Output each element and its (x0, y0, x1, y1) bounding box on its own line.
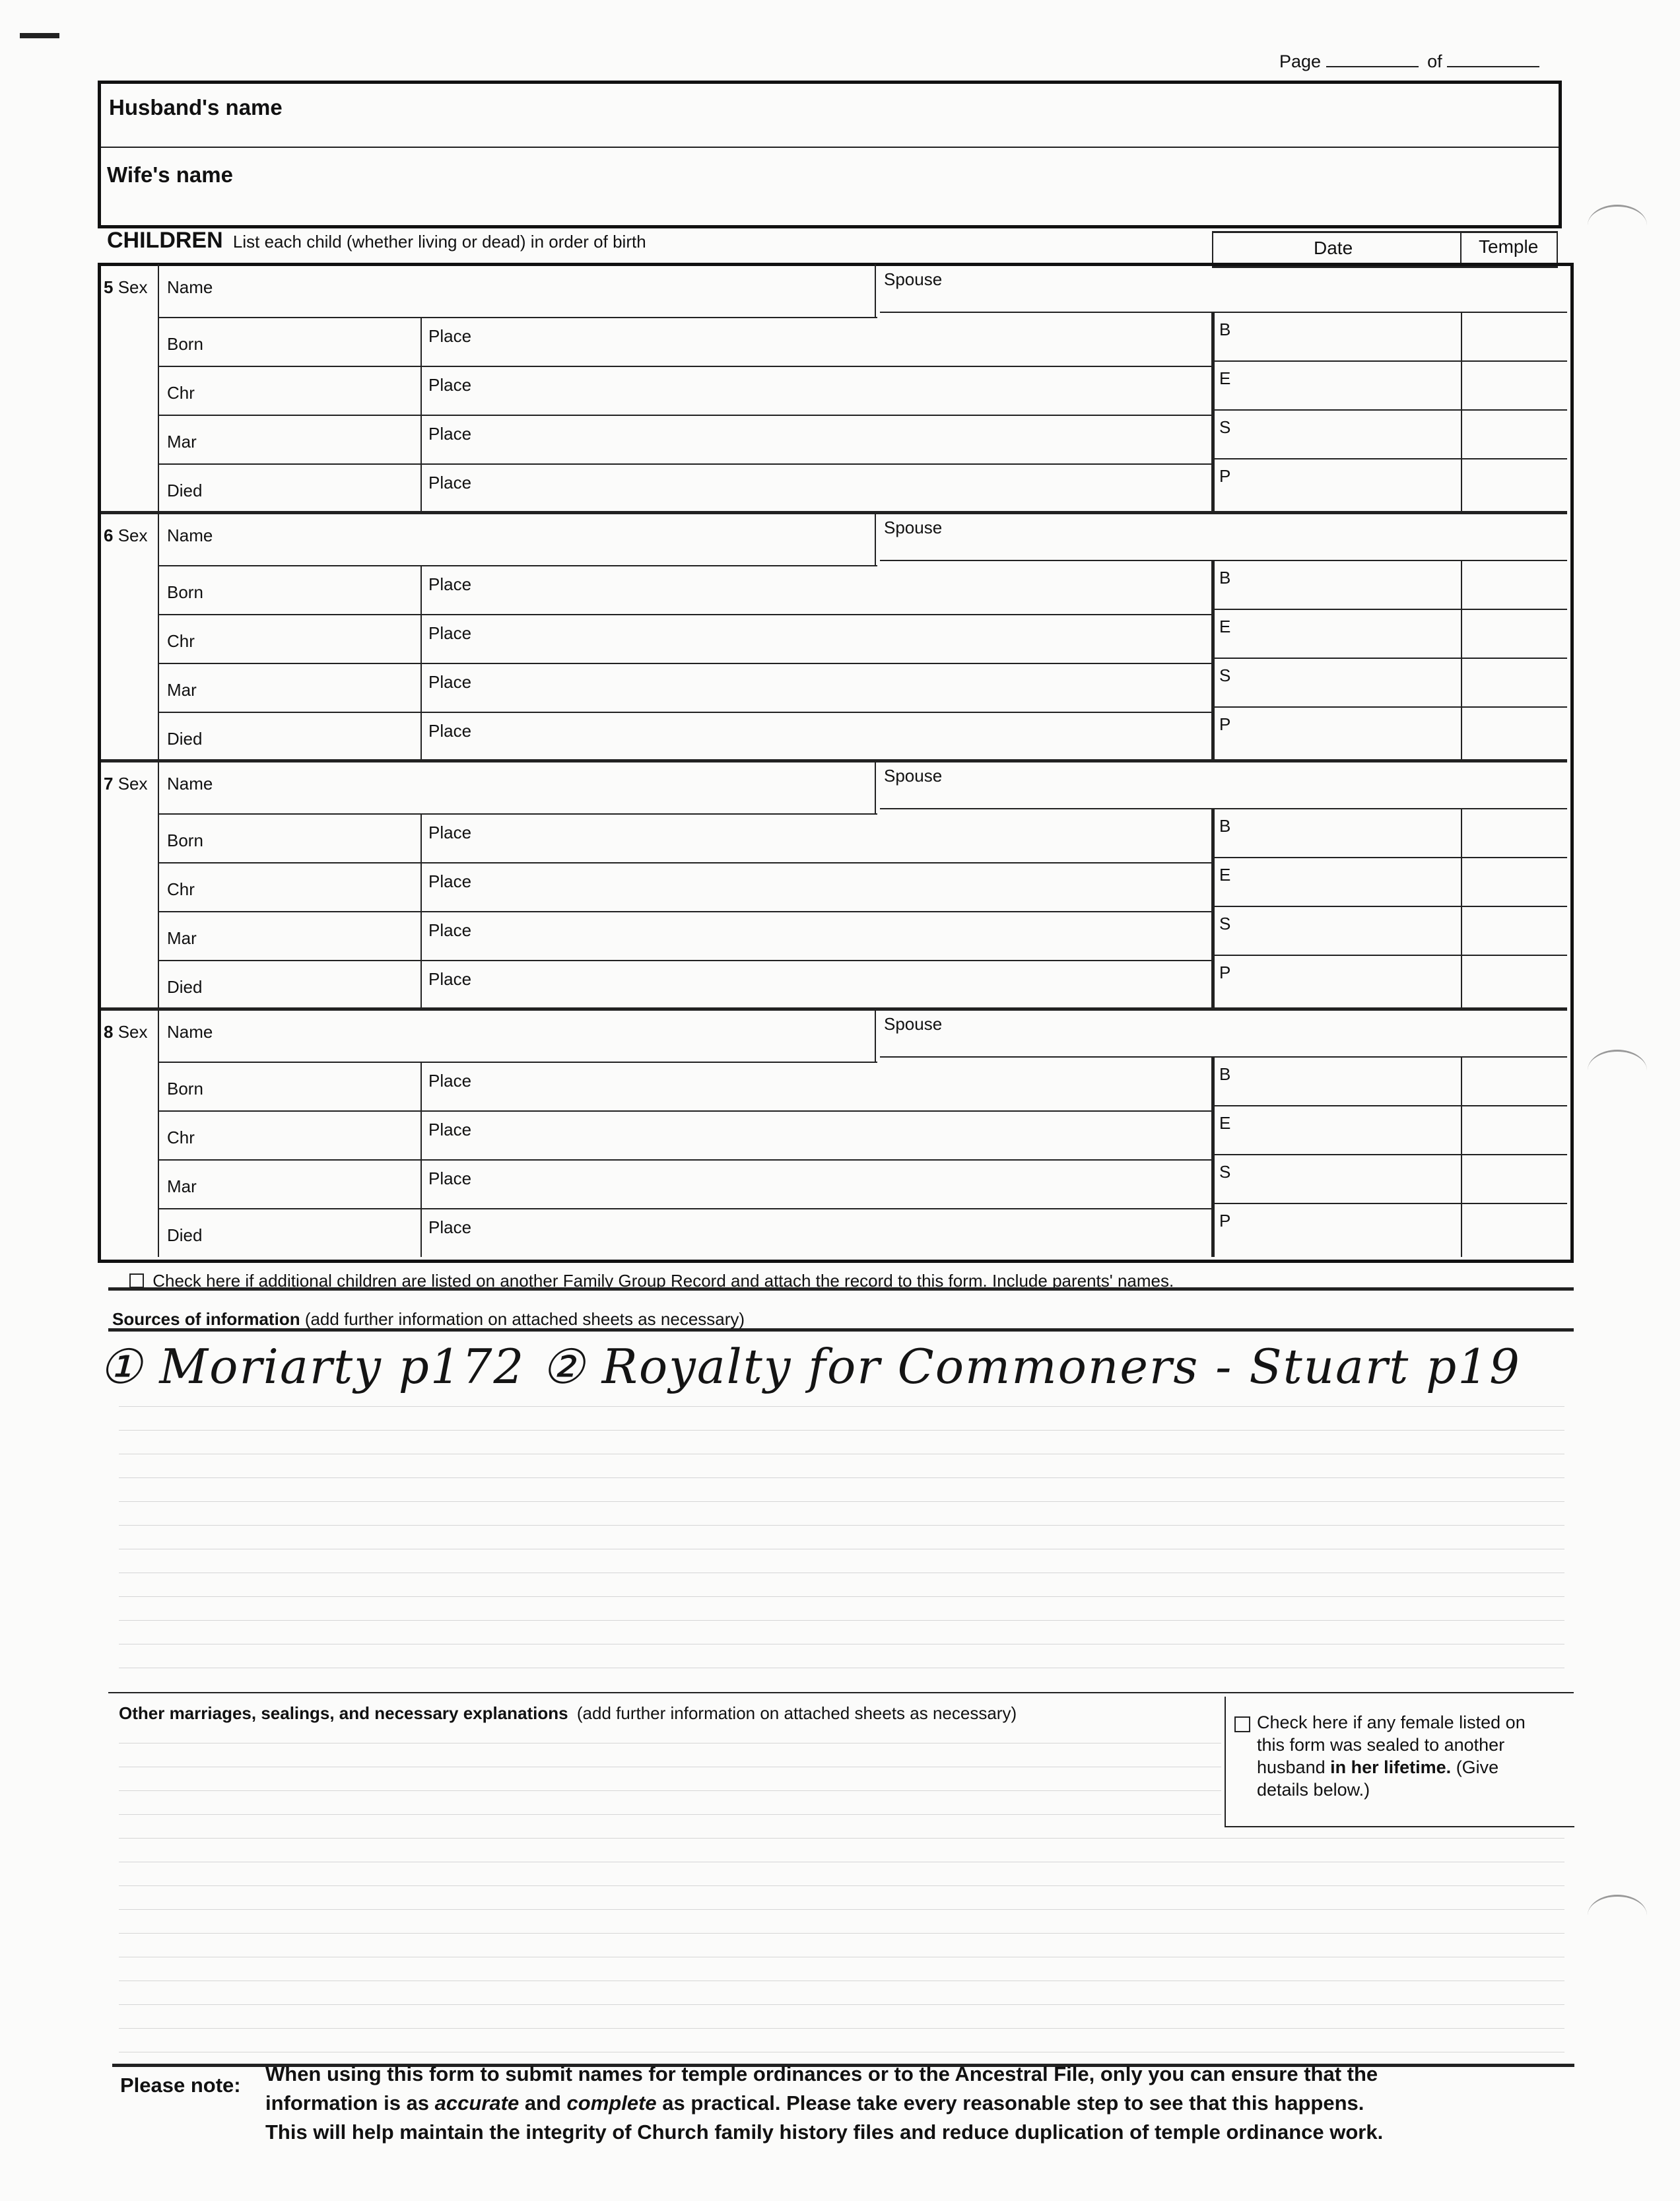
binder-hole-top (1588, 205, 1647, 246)
event-row-line (158, 1208, 1211, 1209)
child-8-ordinance-s-temple-field[interactable] (1467, 1161, 1560, 1202)
child-5-died-label: Died (167, 481, 203, 500)
child-6-ordinance-s-date-field[interactable] (1243, 664, 1454, 705)
sealed-checkbox[interactable] (1234, 1716, 1250, 1732)
event-row-line (158, 415, 1211, 416)
child-7-died-label: Died (167, 977, 203, 997)
child-6-ordinance-e-date-field[interactable] (1243, 615, 1454, 656)
child-5-ordinance-p-label: P (1219, 466, 1231, 486)
child-7-chr-place-label: Place (428, 871, 472, 891)
child-8-ordinance-e-temple-field[interactable] (1467, 1112, 1560, 1153)
child-7-spouse-label: Spouse (884, 766, 943, 786)
child-8-born-date-field[interactable] (246, 1064, 411, 1108)
spouse-row-line (880, 808, 1567, 809)
sources-ruled-line (119, 1430, 1564, 1431)
husband-name-field[interactable] (277, 86, 1545, 144)
child-5-ordinance-s-date-field[interactable] (1243, 416, 1454, 457)
other-marriages-ruled-line (119, 2004, 1564, 2005)
child-6-ordinance-b-label: B (1219, 568, 1231, 588)
spouse-divider (875, 761, 876, 815)
child-7-chr-place-field[interactable] (497, 865, 1203, 908)
wife-name-field[interactable] (264, 151, 1545, 217)
date-column-header: Date (1314, 238, 1353, 258)
child-7-died-date-field[interactable] (246, 963, 411, 1006)
event-row-line (158, 1110, 1211, 1112)
child-7-born-label: Born (167, 830, 203, 850)
child-5-born-place-field[interactable] (497, 320, 1203, 363)
child-8-ordinance-p-label: P (1219, 1211, 1231, 1231)
child-6-name-label: Name (167, 525, 213, 545)
other-marriages-ruled-line (119, 1814, 1221, 1815)
event-row-line (158, 712, 1211, 713)
child-5-born-date-field[interactable] (246, 320, 411, 363)
child-5-ordinance-b-temple-field[interactable] (1467, 318, 1560, 359)
child-8-died-place-label: Place (428, 1217, 472, 1237)
child-block-separator (101, 759, 1567, 762)
child-5-chr-date-field[interactable] (246, 368, 411, 412)
sources-label: Sources of information (112, 1309, 300, 1329)
sources-header (112, 1309, 745, 1330)
child-5-mar-place-field[interactable] (497, 417, 1203, 461)
temple-divider (1461, 808, 1462, 1009)
child-6-chr-place-field[interactable] (497, 617, 1203, 660)
date-row-line (1211, 1105, 1567, 1106)
child-6-born-place-label: Place (428, 574, 472, 594)
child-5-chr-place-label: Place (428, 375, 472, 395)
child-6-mar-date-field[interactable] (246, 665, 411, 709)
sources-handwritten[interactable]: ① Moriarty p172 ② Royalty for Commoners - Stuart p19 (99, 1339, 1521, 1394)
child-8-ordinance-e-label: E (1219, 1113, 1231, 1133)
sources-ruled-line (119, 1406, 1564, 1407)
child-block-separator (101, 1007, 1567, 1011)
sealed-check-text (1257, 1711, 1534, 1801)
child-8-mar-place-label: Place (428, 1168, 472, 1188)
child-6-ordinance-e-temple-field[interactable] (1467, 615, 1560, 656)
child-6-mar-place-field[interactable] (497, 665, 1203, 709)
child-7-died-place-field[interactable] (497, 963, 1203, 1006)
child-8-name-field[interactable] (233, 1013, 867, 1059)
child-8-ordinance-p-date-field[interactable] (1243, 1209, 1454, 1250)
date-row-line (1211, 458, 1567, 459)
child-6-died-place-field[interactable] (497, 714, 1203, 758)
child-7-ordinance-s-date-field[interactable] (1243, 912, 1454, 953)
child-5-mar-date-field[interactable] (246, 417, 411, 461)
child-8-ordinance-p-temple-field[interactable] (1467, 1209, 1560, 1250)
child-6-spouse-field[interactable] (972, 516, 1553, 560)
event-row-line (158, 911, 1211, 912)
child-5-spouse-label: Spouse (884, 269, 943, 289)
child-7-ordinance-b-label: B (1219, 816, 1231, 836)
spouse-row-line (880, 312, 1567, 313)
date-divider (1211, 1056, 1215, 1257)
sealed-check-text-1: Check here if any female listed on this form was sealed to another husband (1257, 1712, 1526, 1777)
child-7-ordinance-s-temple-field[interactable] (1467, 912, 1560, 953)
child-8-name-label: Name (167, 1022, 213, 1042)
event-row-line (158, 663, 1211, 664)
child-5-ordinance-e-date-field[interactable] (1243, 367, 1454, 408)
child-5-name-label: Name (167, 277, 213, 297)
date-row-line (1211, 955, 1567, 956)
child-8-chr-date-field[interactable] (246, 1113, 411, 1157)
child-6-ordinance-s-label: S (1219, 665, 1231, 685)
please-note-line-2: information is as accurate and complete as practical. Please take every reasonable step to see that this happens. (265, 2091, 1364, 2115)
child-7-mar-label: Mar (167, 928, 197, 948)
temple-column-header: Temple (1479, 236, 1539, 257)
please-note-line-1: When using this form to submit names for temple ordinances or to the Ancestral File, only you can ensure that the (265, 2062, 1378, 2085)
sources-ruled-line (119, 1596, 1564, 1597)
child-8-chr-place-label: Place (428, 1120, 472, 1139)
child-8-born-label: Born (167, 1079, 203, 1099)
child-8-died-place-field[interactable] (497, 1211, 1203, 1254)
child-5-died-place-field[interactable] (497, 466, 1203, 510)
sex-column-divider (158, 264, 159, 512)
child-5-died-date-field[interactable] (246, 466, 411, 510)
other-marriages-ruled-line (119, 1790, 1221, 1791)
child-7-spouse-field[interactable] (972, 764, 1553, 808)
date-row-line (1211, 658, 1567, 659)
date-row-line (1211, 906, 1567, 907)
child-block-separator (101, 511, 1567, 514)
child-5-died-place-label: Place (428, 473, 472, 492)
sources-ruled-line (119, 1477, 1564, 1478)
child-5-sex-label: 5 Sex (104, 277, 148, 297)
child-5-chr-place-field[interactable] (497, 368, 1203, 412)
sex-column-divider (158, 1009, 159, 1257)
child-7-name-field[interactable] (233, 764, 867, 811)
name-row-line (158, 317, 877, 318)
additional-children-checkbox[interactable] (129, 1273, 144, 1288)
child-8-spouse-field[interactable] (972, 1013, 1553, 1056)
child-8-sex-label: 8 Sex (104, 1022, 148, 1042)
child-5-ordinance-b-label: B (1219, 320, 1231, 339)
name-row-line (158, 813, 877, 815)
other-marriages-ruled-line (119, 1885, 1564, 1886)
child-7-born-date-field[interactable] (246, 816, 411, 860)
child-7-mar-place-label: Place (428, 920, 472, 940)
additional-children-label: Check here if additional children are listed on another Family Group Record and attach the record to this form. Include parents' names. (152, 1271, 1174, 1291)
sealed-check-text-2: (Give details below.) (1257, 1757, 1499, 1800)
other-marriages-ruled-line (119, 1838, 1564, 1839)
child-6-mar-place-label: Place (428, 672, 472, 692)
child-7-ordinance-e-date-field[interactable] (1243, 863, 1454, 904)
date-row-line (1211, 706, 1567, 708)
spouse-divider (875, 1009, 876, 1063)
date-row-line (1211, 1154, 1567, 1155)
child-6-ordinance-e-label: E (1219, 617, 1231, 636)
child-6-died-date-field[interactable] (246, 714, 411, 758)
child-6-chr-place-label: Place (428, 623, 472, 643)
child-8-died-date-field[interactable] (246, 1211, 411, 1254)
child-7-ordinance-s-label: S (1219, 914, 1231, 933)
child-8-mar-date-field[interactable] (246, 1162, 411, 1205)
child-7-ordinance-b-date-field[interactable] (1243, 815, 1454, 856)
date-divider (1211, 808, 1215, 1009)
binder-hole-middle (1588, 1050, 1647, 1091)
child-8-died-label: Died (167, 1225, 203, 1245)
child-7-chr-label: Chr (167, 879, 195, 899)
child-6-died-label: Died (167, 729, 203, 749)
child-7-born-place-label: Place (428, 823, 472, 842)
sealed-check-bold: in her lifetime. (1330, 1757, 1452, 1777)
child-7-name-label: Name (167, 774, 213, 794)
children-subtitle: List each child (whether living or dead) in order of birth (232, 232, 646, 252)
event-row-line (158, 463, 1211, 465)
date-row-line (1211, 360, 1567, 362)
other-marriages-label: Other marriages, sealings, and necessary explanations (119, 1703, 568, 1723)
please-note-label: Please note: (120, 2074, 241, 2097)
child-5-mar-label: Mar (167, 432, 197, 452)
spouse-divider (875, 512, 876, 566)
child-5-born-label: Born (167, 334, 203, 354)
name-row-line (158, 1062, 877, 1063)
child-6-spouse-label: Spouse (884, 518, 943, 537)
event-row-line (158, 366, 1211, 367)
other-marriages-ruled-line (119, 1933, 1564, 1934)
child-8-mar-label: Mar (167, 1176, 197, 1196)
child-6-ordinance-p-date-field[interactable] (1243, 713, 1454, 754)
date-row-line (1211, 409, 1567, 411)
child-8-ordinance-b-date-field[interactable] (1243, 1063, 1454, 1104)
child-5-ordinance-p-temple-field[interactable] (1467, 465, 1560, 506)
child-7-mar-place-field[interactable] (497, 914, 1203, 957)
date-row-line (1211, 857, 1567, 858)
page-label: Page (1279, 51, 1322, 71)
child-5-chr-label: Chr (167, 383, 195, 403)
child-5-ordinance-e-temple-field[interactable] (1467, 367, 1560, 408)
spouse-row-line (880, 560, 1567, 561)
child-5-mar-place-label: Place (428, 424, 472, 444)
child-7-ordinance-p-temple-field[interactable] (1467, 961, 1560, 1002)
child-7-ordinance-p-label: P (1219, 963, 1231, 982)
child-6-died-place-label: Place (428, 721, 472, 741)
child-6-ordinance-p-label: P (1219, 714, 1231, 734)
child-8-chr-label: Chr (167, 1128, 195, 1147)
temple-divider (1461, 560, 1462, 761)
child-8-ordinance-e-date-field[interactable] (1243, 1112, 1454, 1153)
child-7-sex-label: 7 Sex (104, 774, 148, 794)
child-5-ordinance-e-label: E (1219, 368, 1231, 388)
child-8-chr-place-field[interactable] (497, 1113, 1203, 1157)
child-7-died-place-label: Place (428, 969, 472, 989)
please-note-line-3: This will help maintain the integrity of Church family history files and reduce duplication of temple ordinance work. (265, 2120, 1384, 2144)
child-6-born-date-field[interactable] (246, 568, 411, 611)
child-8-born-place-label: Place (428, 1071, 472, 1091)
date-row-line (1211, 1203, 1567, 1204)
child-5-ordinance-b-date-field[interactable] (1243, 318, 1454, 359)
children-header (107, 228, 646, 254)
husband-name-label: Husband's name (109, 95, 283, 119)
child-5-ordinance-s-label: S (1219, 417, 1231, 437)
page-number-field[interactable] (1279, 51, 1539, 72)
child-5-name-field[interactable] (233, 268, 867, 314)
of-label: of (1427, 51, 1442, 71)
child-6-name-field[interactable] (233, 516, 867, 562)
event-row-line (158, 862, 1211, 863)
spouse-divider (875, 264, 876, 318)
child-5-spouse-field[interactable] (972, 268, 1553, 312)
child-7-ordinance-b-temple-field[interactable] (1467, 815, 1560, 856)
date-divider (1211, 560, 1215, 761)
other-marriages-header (119, 1703, 1017, 1724)
child-6-born-label: Born (167, 582, 203, 602)
child-8-ordinance-b-label: B (1219, 1064, 1231, 1084)
child-5-ordinance-p-date-field[interactable] (1243, 465, 1454, 506)
child-6-mar-label: Mar (167, 680, 197, 700)
sources-note: (add further information on attached sheets as necessary) (304, 1309, 745, 1329)
scan-mark (20, 33, 59, 38)
child-8-ordinance-s-label: S (1219, 1162, 1231, 1182)
temple-divider (1461, 312, 1462, 512)
child-7-ordinance-e-temple-field[interactable] (1467, 863, 1560, 904)
child-7-ordinance-p-date-field[interactable] (1243, 961, 1454, 1002)
date-divider (1211, 312, 1215, 512)
child-6-sex-label: 6 Sex (104, 525, 148, 545)
child-7-chr-date-field[interactable] (246, 865, 411, 908)
sources-ruled-line (119, 1620, 1564, 1621)
child-7-ordinance-e-label: E (1219, 865, 1231, 885)
sources-ruled-line (119, 1501, 1564, 1502)
sources-ruled-line (119, 1525, 1564, 1526)
spouse-row-line (880, 1056, 1567, 1058)
child-6-ordinance-b-date-field[interactable] (1243, 566, 1454, 607)
child-7-born-place-field[interactable] (497, 816, 1203, 860)
children-title: CHILDREN (107, 228, 223, 253)
child-6-chr-date-field[interactable] (246, 617, 411, 660)
child-8-spouse-label: Spouse (884, 1014, 943, 1034)
other-marriages-note: (add further information on attached sheets as necessary) (576, 1703, 1017, 1723)
temple-divider (1461, 1056, 1462, 1257)
child-8-mar-place-field[interactable] (497, 1162, 1203, 1205)
child-8-born-place-field[interactable] (497, 1064, 1203, 1108)
child-5-ordinance-s-temple-field[interactable] (1467, 416, 1560, 457)
sex-column-divider (158, 761, 159, 1009)
event-row-line (158, 1159, 1211, 1161)
event-row-line (158, 960, 1211, 961)
date-row-line (1211, 609, 1567, 610)
other-marriages-ruled-line (119, 2028, 1564, 2029)
name-row-line (158, 565, 877, 566)
child-6-ordinance-p-temple-field[interactable] (1467, 713, 1560, 754)
child-6-ordinance-b-temple-field[interactable] (1467, 566, 1560, 607)
please-note-text (265, 2060, 1383, 2147)
binder-hole-bottom (1588, 1895, 1647, 1936)
event-row-line (158, 614, 1211, 615)
child-5-born-place-label: Place (428, 326, 472, 346)
sex-column-divider (158, 512, 159, 761)
child-6-born-place-field[interactable] (497, 568, 1203, 611)
other-marriages-ruled-line (119, 1909, 1564, 1910)
child-8-ordinance-s-date-field[interactable] (1243, 1161, 1454, 1202)
child-7-mar-date-field[interactable] (246, 914, 411, 957)
child-6-chr-label: Chr (167, 631, 195, 651)
child-6-ordinance-s-temple-field[interactable] (1467, 664, 1560, 705)
wife-name-label: Wife's name (107, 162, 233, 187)
other-marriages-ruled-line (119, 1743, 1221, 1744)
child-8-ordinance-b-temple-field[interactable] (1467, 1063, 1560, 1104)
